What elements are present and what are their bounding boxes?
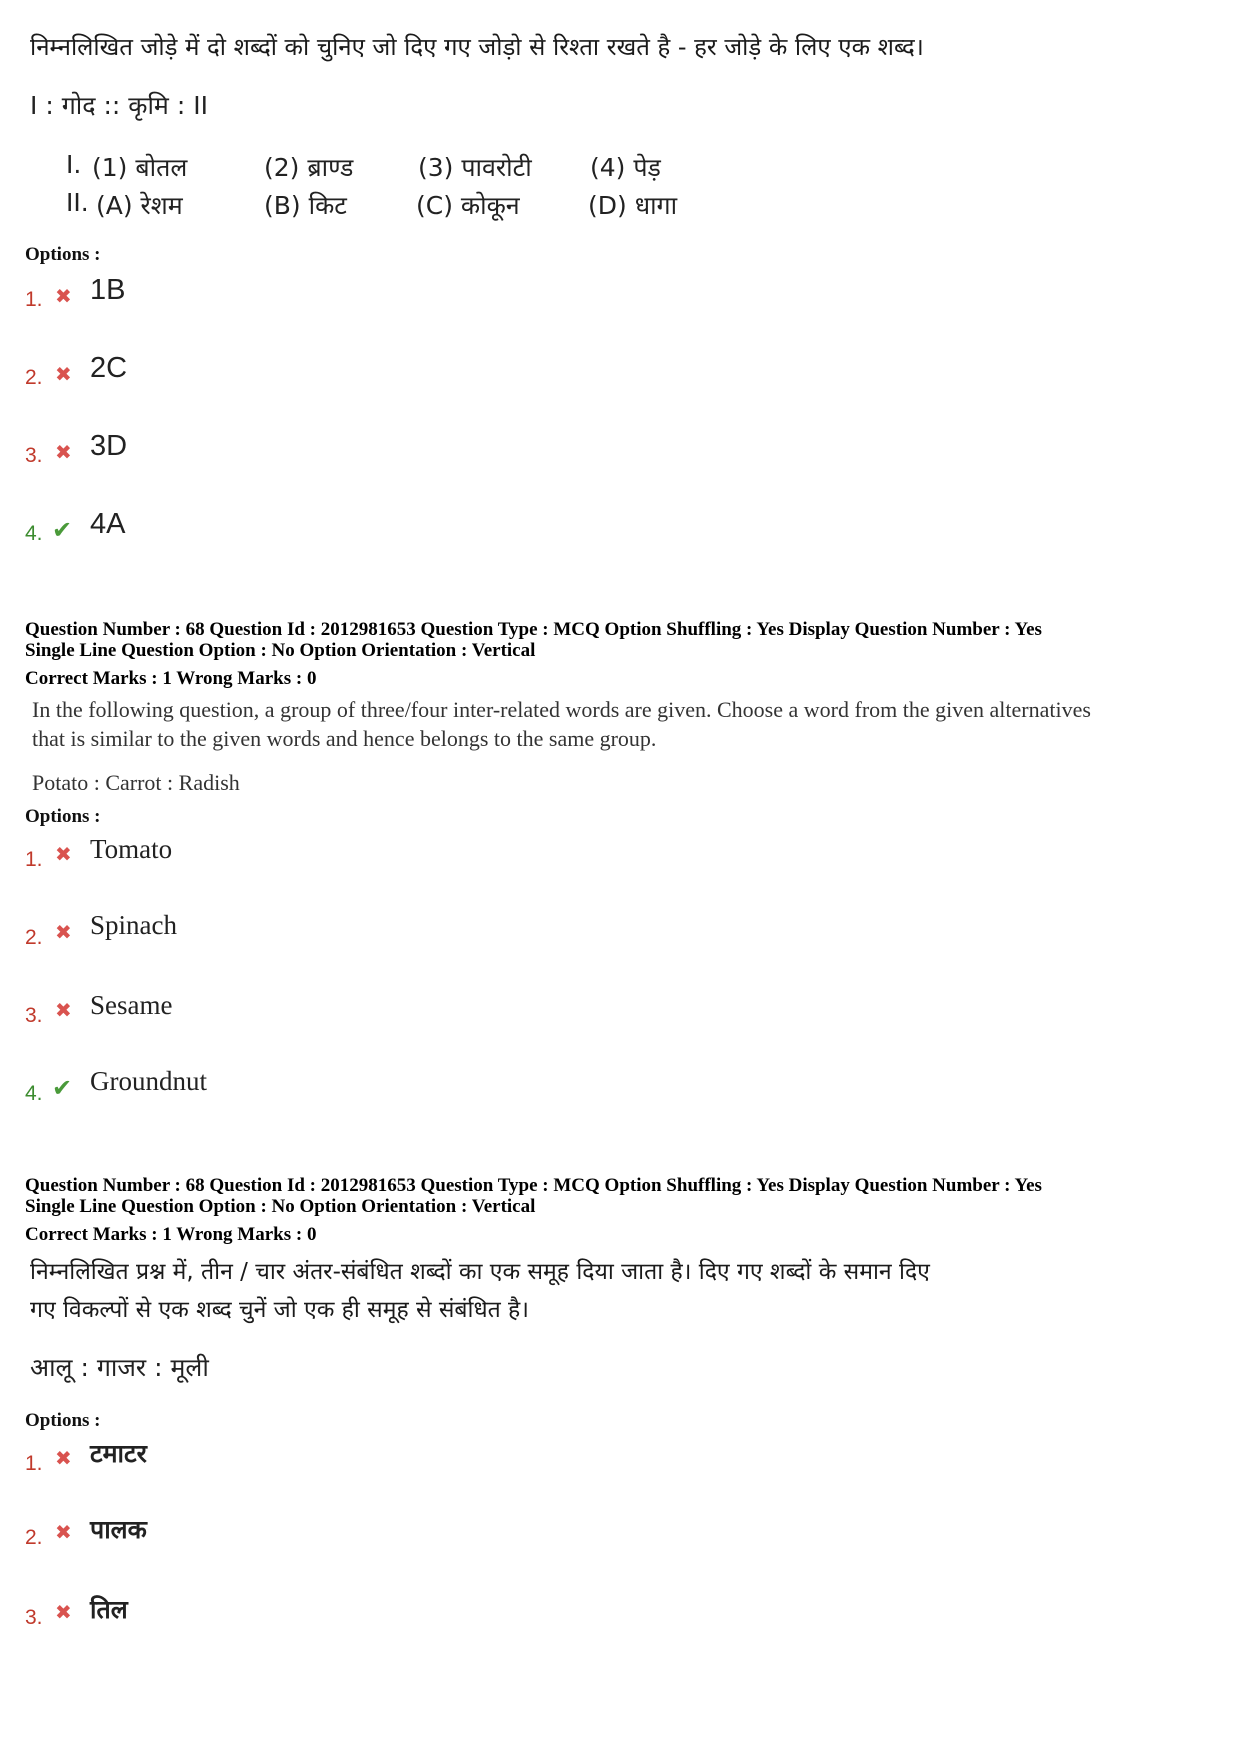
check-mark-icon: ✔ [52, 1074, 73, 1102]
row-1-label: I. [66, 150, 82, 179]
option-text[interactable]: तिल [90, 1595, 128, 1624]
row-1-item: (1) बोतल [92, 153, 188, 182]
option-text[interactable]: 3D [90, 430, 128, 462]
wrong-mark-icon: ✖ [55, 1446, 72, 1470]
option-number: 2. [25, 926, 43, 949]
question-words: Potato : Carrot : Radish [32, 770, 240, 795]
question-words: आलू : गाजर : मूली [30, 1353, 209, 1382]
options-label: Options : [25, 244, 101, 265]
option-text[interactable]: टमाटर [90, 1439, 147, 1468]
row-2-item: (C) कोकून [416, 191, 520, 220]
question-meta: Single Line Question Option : No Option Orientation : Vertical [25, 640, 536, 661]
option-text[interactable]: पालक [90, 1515, 147, 1544]
check-mark-icon: ✔ [52, 516, 73, 544]
question-meta: Single Line Question Option : No Option Orientation : Vertical [25, 1196, 536, 1217]
option-text[interactable]: Groundnut [90, 1066, 207, 1096]
option-number: 2. [25, 366, 43, 389]
option-text[interactable]: 1B [90, 274, 126, 306]
question-marks: Correct Marks : 1 Wrong Marks : 0 [25, 1224, 317, 1245]
option-text[interactable]: Sesame [90, 990, 173, 1020]
row-2-item: (B) किट [264, 191, 347, 220]
question-meta: Question Number : 68 Question Id : 2012981653 Question Type : MCQ Option Shuffling : Yes Display Question Number : Yes [25, 1175, 1042, 1196]
question-text: In the following question, a group of three/four inter-related words are given. Choose a word from the given alternatives [32, 697, 1091, 722]
option-number: 4. [25, 522, 43, 545]
question-meta: Question Number : 68 Question Id : 2012981653 Question Type : MCQ Option Shuffling : Yes Display Question Number : Yes [25, 619, 1042, 640]
wrong-mark-icon: ✖ [55, 1520, 72, 1544]
analogy-line: I : गोद :: कृमि : II [30, 91, 208, 120]
option-text[interactable]: Tomato [90, 834, 173, 864]
row-1-item: (4) पेड़ [590, 153, 661, 182]
wrong-mark-icon: ✖ [55, 1600, 72, 1624]
option-text[interactable]: 4A [90, 508, 126, 540]
option-number: 3. [25, 1606, 43, 1629]
option-number: 3. [25, 444, 43, 467]
row-2-item: (D) धागा [588, 191, 678, 220]
row-2-label: II. [66, 188, 89, 217]
wrong-mark-icon: ✖ [55, 998, 72, 1022]
option-number: 1. [25, 288, 43, 311]
options-label: Options : [25, 806, 101, 827]
option-number: 1. [25, 848, 43, 871]
option-text[interactable]: Spinach [90, 910, 177, 940]
row-1-item: (3) पावरोटी [418, 153, 532, 182]
option-number: 4. [25, 1082, 43, 1105]
wrong-mark-icon: ✖ [55, 842, 72, 866]
question-instruction: निम्नलिखित जोड़े में दो शब्दों को चुनिए जो दिए गए जोड़ो से रिश्ता रखते है - हर जोड़े के लिए एक शब्द। [30, 33, 924, 61]
option-number: 1. [25, 1452, 43, 1475]
row-2-item: (A) रेशम [96, 191, 183, 220]
option-number: 2. [25, 1526, 43, 1549]
option-number: 3. [25, 1004, 43, 1027]
wrong-mark-icon: ✖ [55, 362, 72, 386]
wrong-mark-icon: ✖ [55, 920, 72, 944]
question-text: गए विकल्पों से एक शब्द चुनें जो एक ही समूह से संबंधित है। [30, 1297, 529, 1323]
question-marks: Correct Marks : 1 Wrong Marks : 0 [25, 668, 317, 689]
question-text: that is similar to the given words and hence belongs to the same group. [32, 726, 657, 751]
options-label: Options : [25, 1410, 101, 1431]
option-text[interactable]: 2C [90, 352, 128, 384]
question-text: निम्नलिखित प्रश्न में, तीन / चार अंतर-संबंधित शब्दों का एक समूह दिया जाता है। दिए गए शब्दों के समान दिए [30, 1259, 930, 1285]
wrong-mark-icon: ✖ [55, 284, 72, 308]
wrong-mark-icon: ✖ [55, 440, 72, 464]
row-1-item: (2) ब्राण्ड [264, 153, 354, 182]
